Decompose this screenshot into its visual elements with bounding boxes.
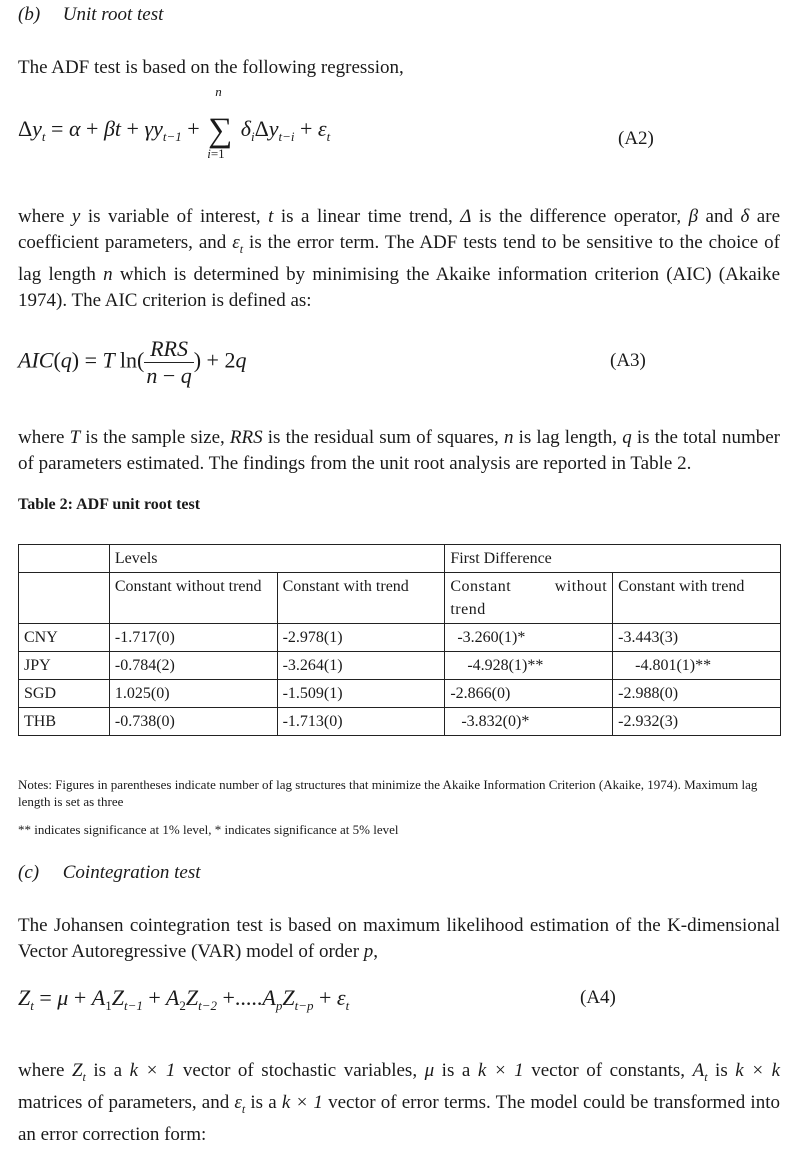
equation-a4-label: (A4) xyxy=(580,987,616,1008)
table-cell: -0.784(2) xyxy=(109,652,277,680)
table-cell: -2.866(0) xyxy=(445,680,613,708)
table-cell: -0.738(0) xyxy=(109,708,277,736)
row-label: JPY xyxy=(19,652,110,680)
row-label: THB xyxy=(19,708,110,736)
table-cell: -2.932(3) xyxy=(613,708,781,736)
table-cell: -1.509(1) xyxy=(277,680,445,708)
table-cell: -4.928(1)** xyxy=(445,652,613,680)
table-row xyxy=(19,708,781,736)
table-cell: -1.717(0) xyxy=(109,624,277,652)
table-sub-header-row xyxy=(19,573,781,624)
table-cell: -1.713(0) xyxy=(277,708,445,736)
table-corner-cell xyxy=(19,545,110,573)
significance-note: ** indicates significance at 1% level, * indicates significance at 5% level xyxy=(18,822,399,837)
adf-intro: The ADF test is based on the following regression, xyxy=(18,57,404,78)
table-cell: -3.260(1)* xyxy=(445,624,613,652)
section-b-title: Unit root test xyxy=(62,4,164,25)
sub-header: Constant without trend xyxy=(445,573,613,624)
adf-table xyxy=(18,544,781,736)
table-cell: -4.801(1)** xyxy=(613,652,781,680)
adf-explanation-paragraph: where y is variable of interest, t is a linear time trend, Δ is the difference operator, β and δ are coefficient parameters, and $\varepsilon_t$ is the error term. The ADF tests tend to be sensitive to the choice of lag length n which is determined by minimising the Akaike information criterion (AIC) (Akaike 1974). The AIC criterion is defined as: xyxy=(18,206,781,311)
equation-a2-label: (A2) xyxy=(618,128,654,149)
table-cell: -2.988(0) xyxy=(613,680,781,708)
equation-a3-label: (A3) xyxy=(610,350,646,371)
section-b-number: (b) xyxy=(18,4,41,25)
section-c-title: Cointegration test xyxy=(62,862,201,883)
sub-header: Constant without trend xyxy=(109,573,277,624)
table-notes: Notes: Figures in parentheses indicate number of lag structures that minimize the Akaike Information Criterion (Akaike, 1974). Maximum lag length is set as three xyxy=(18,777,758,809)
sub-header: Constant with trend xyxy=(613,573,781,624)
table-cell: -3.832(0)* xyxy=(445,708,613,736)
table-caption: Table 2: ADF unit root test xyxy=(18,496,201,513)
table-cell: -3.264(1) xyxy=(277,652,445,680)
table-cell: -2.978(1) xyxy=(277,624,445,652)
section-c-number: (c) xyxy=(18,862,40,883)
table-row xyxy=(19,652,781,680)
johansen-intro: The Johansen cointegration test is based on maximum likelihood estimation of the K-dimensional Vector Autoregressive (VAR) model of order p, xyxy=(18,915,780,962)
table-empty-cell xyxy=(19,573,110,624)
equation-a3: AIC(q) = T ln( $\frac{\text{RRS}}{n - q}$ ) + 2q xyxy=(18,336,247,388)
equation-a2: $\Delta y_t = \alpha + \beta t + \gamma y_{t-1}$ + n ∑ i=1 $\delta_i\Delta y_{t-i} + \varepsilon_t$ xyxy=(18,84,331,161)
table-row xyxy=(19,624,781,652)
sub-header: Constant with trend xyxy=(277,573,445,624)
group-header-levels: Levels xyxy=(109,545,444,573)
row-label: CNY xyxy=(19,624,110,652)
table-row xyxy=(19,680,781,708)
row-label: SGD xyxy=(19,680,110,708)
section-c-heading xyxy=(18,862,201,884)
table-cell: -3.443(3) xyxy=(613,624,781,652)
var-explanation-paragraph: where $Z_t$ is a k × 1 vector of stochastic variables, μ is a k × 1 vector of constants, $A_t$ is k × k matrices of parameters, and $\varepsilon_t$ is a k × 1 vector of error terms. The model could be transformed into an error correction form: xyxy=(18,1060,781,1145)
section-b-heading xyxy=(18,4,163,26)
table-group-header-row xyxy=(19,545,781,573)
group-header-first-difference: First Difference xyxy=(445,545,781,573)
aic-explanation-paragraph: where T is the sample size, RRS is the residual sum of squares, n is lag length, q is the total number of parameters estimated. The findings from the unit root analysis are reported in Table 2. xyxy=(18,427,780,474)
equation-a4: $Z_t = \mu + A_1Z_{t-1} + A_2Z_{t-2} +.....A_pZ_{t-p} + \varepsilon_t$ xyxy=(18,985,350,1013)
table-cell: 1.025(0) xyxy=(109,680,277,708)
